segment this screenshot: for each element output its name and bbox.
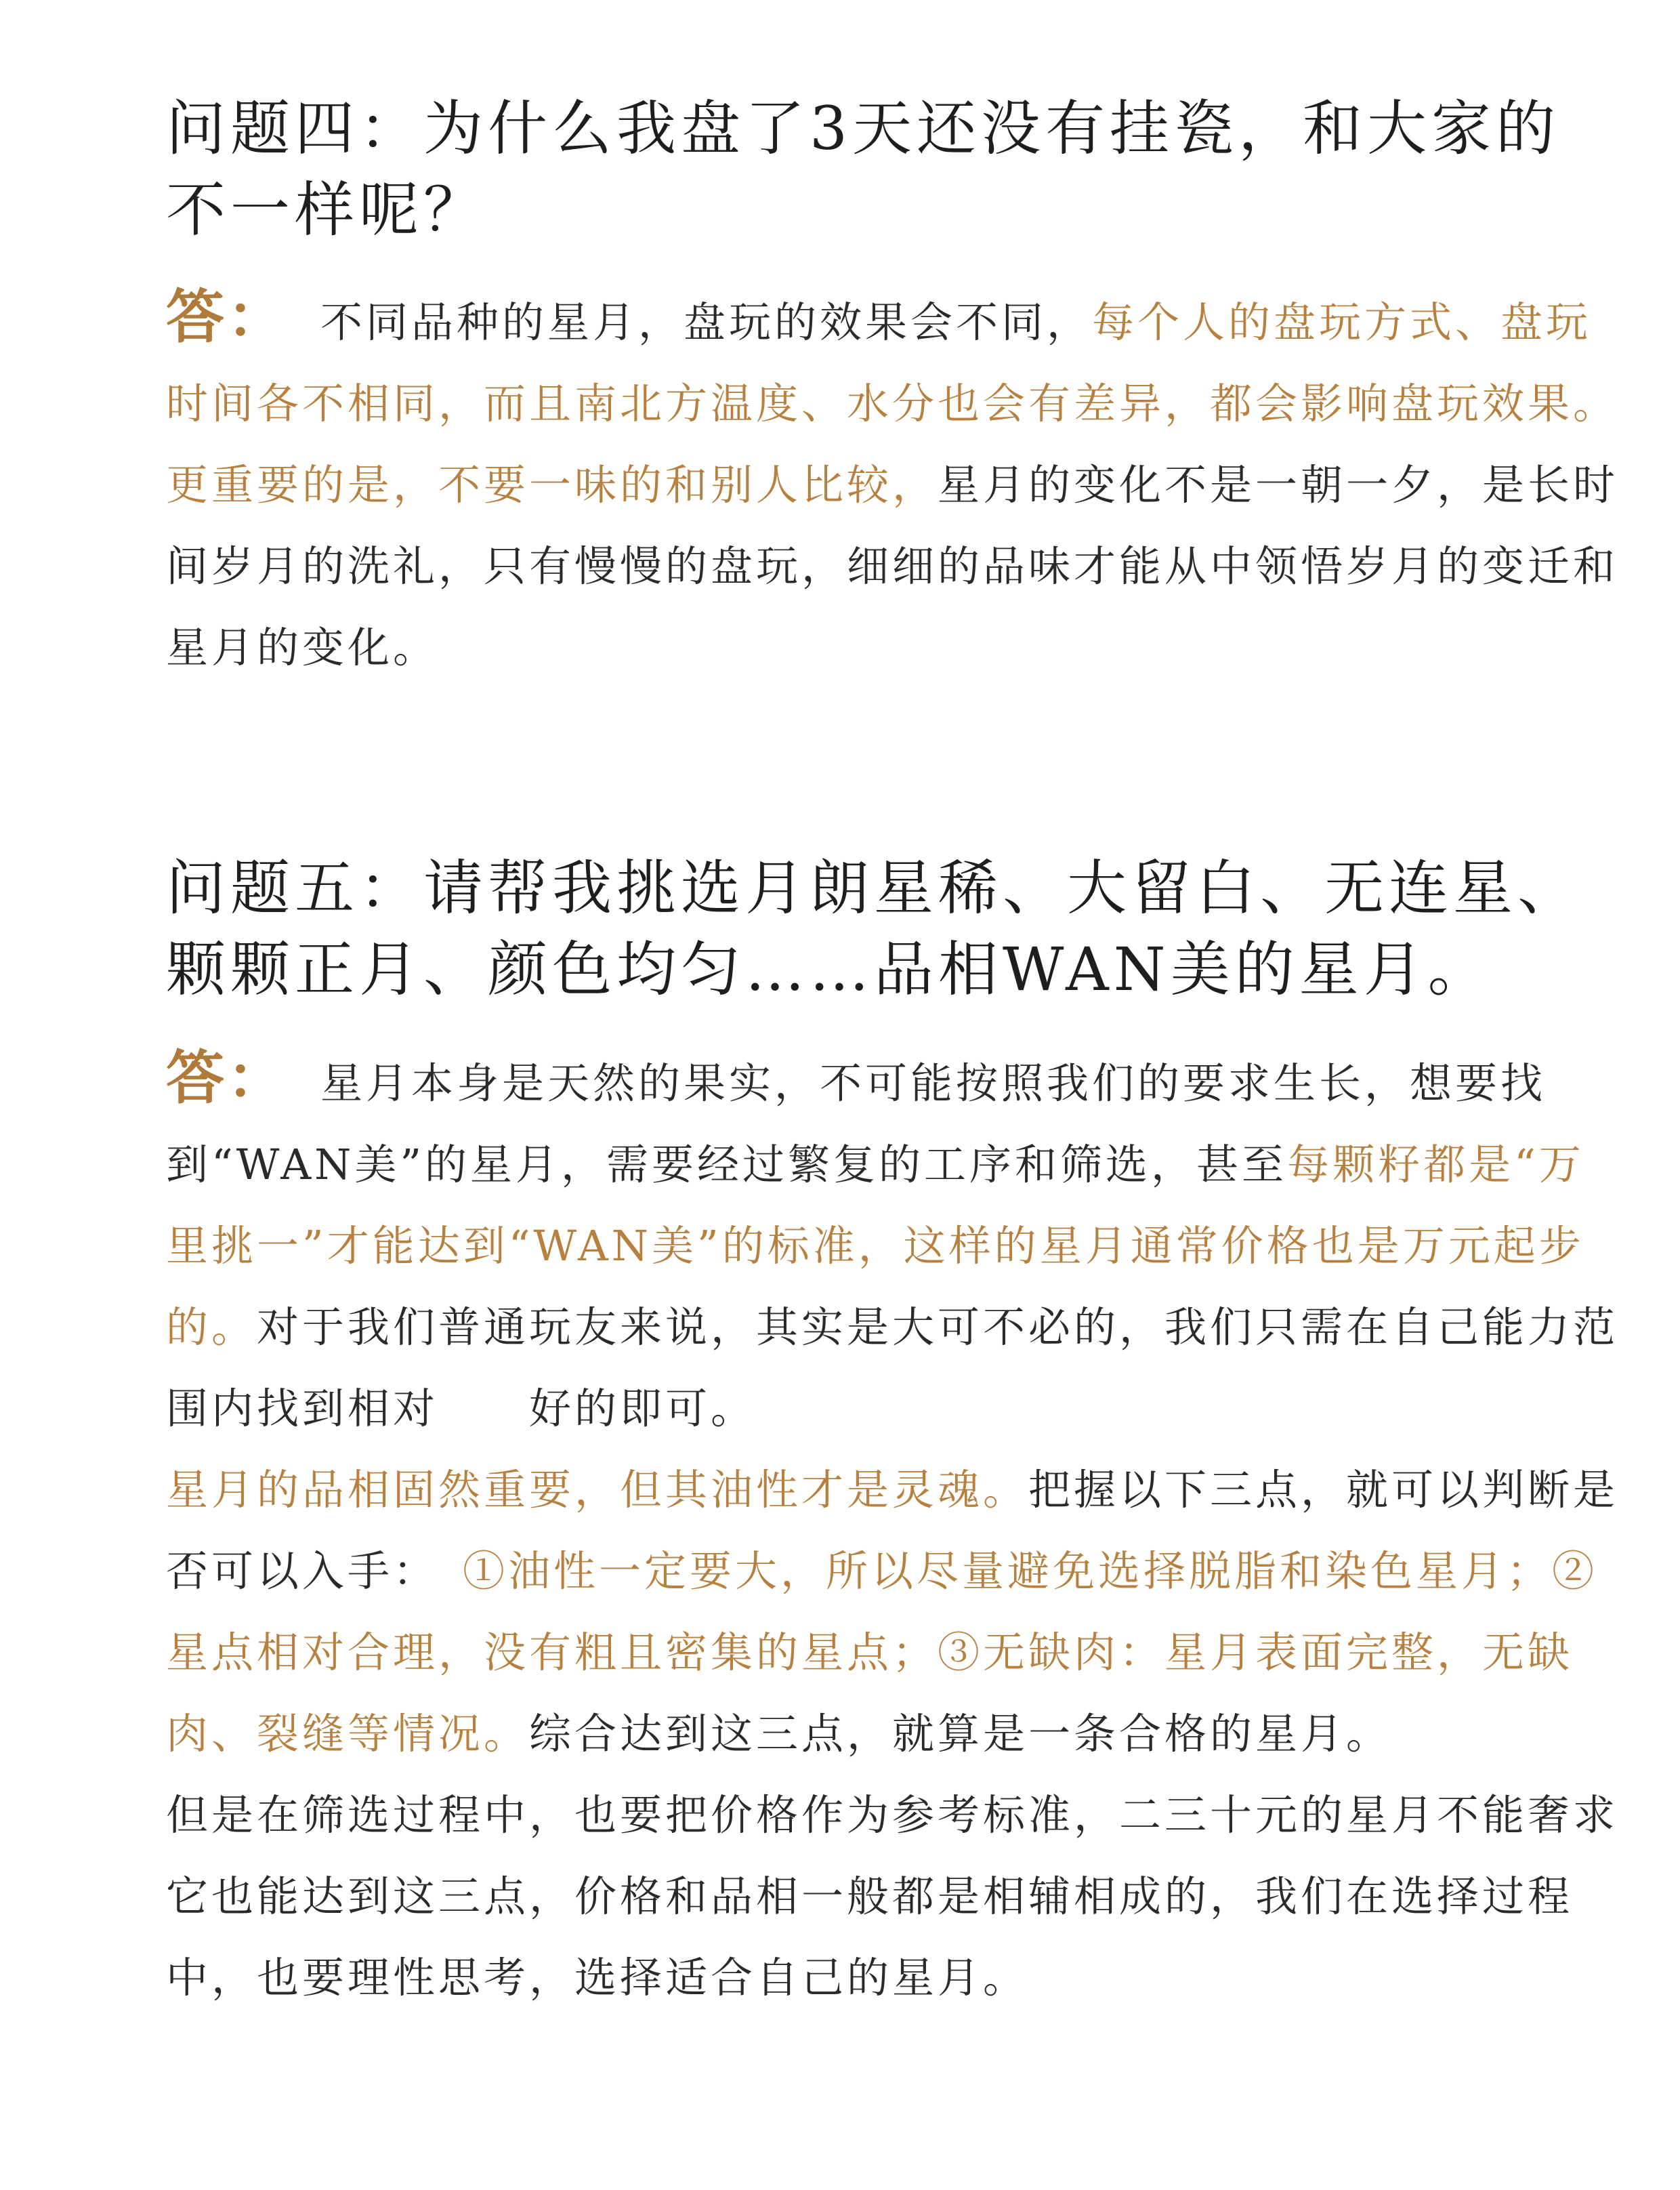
question-title: 问题四：为什么我盘了3天还没有挂瓷，和大家的不一样呢？: [166, 94, 1560, 245]
answer-text: 把握以下三点，就可以判断是否可以入手：: [166, 1465, 1619, 1596]
answer-paragraph: 但是在筛选过程中，也要把价格作为参考标准，二三十元的星月不能奢求它也能达到这三点，价格和品相一般都是相辅相成的，我们在选择过程中，也要理性思考，选择适合自己的星月。: [166, 1790, 1619, 2002]
answer-label: 答：: [166, 1044, 288, 1112]
answer-text: 对于我们普通玩友来说，其实是大可不必的，我们只需在自己能力范围内找到相对 好的即可。: [166, 1302, 1619, 1433]
answer-highlight: 星月的品相固然重要，但其油性才是灵魂。: [166, 1465, 1029, 1514]
answer-highlight: 每个人的盘玩方式、盘玩时间各不相同，而且南北方温度、水分也会有差异，都会影响盘玩效果。更重要的是，不要一味的和别人比较，: [166, 297, 1619, 510]
answer-text: 星月的变化不是一朝一夕，是长时间岁月的洗礼，只有慢慢的盘玩，细细的品味才能从中领悟岁月的变迁和星月的变化。: [166, 460, 1619, 672]
answer-text: 不同品种的星月，盘玩的效果会不同，: [320, 297, 1093, 347]
answer-paragraph: [166, 1037, 1622, 1449]
answer-text: 综合达到这三点，就算是一条合格的星月。: [529, 1709, 1392, 1758]
answer-label: 答：: [166, 283, 288, 351]
answer-paragraph: [166, 1449, 1622, 1775]
faq-section-q4: [166, 88, 1622, 688]
answer-body: [166, 276, 1622, 688]
answer-text: 星月本身是天然的果实，不可能按照我们的要求生长，想要找到“WAN美”的星月，需要经过繁复的工序和筛选，甚至: [166, 1058, 1547, 1189]
faq-section-q5: [166, 848, 1622, 2019]
answer-highlight: ①油性一定要大，所以尽量避免选择脱脂和染色星月；②星点相对合理，没有粗且密集的星点；③无缺肉：星月表面完整，无缺肉、裂缝等情况。: [166, 1546, 1598, 1758]
answer-paragraph: [166, 276, 1622, 688]
answer-body: [166, 1037, 1622, 2019]
answer-highlight: 每颗籽都是“万里挑一”才能达到“WAN美”的标准，这样的星月通常价格也是万元起步的。: [166, 1140, 1584, 1352]
article: [166, 88, 1622, 2019]
question-title: 问题五：请帮我挑选月朗星稀、大留白、无连星、颗颗正月、颜色均匀……品相WAN美的星月。: [166, 853, 1582, 1004]
